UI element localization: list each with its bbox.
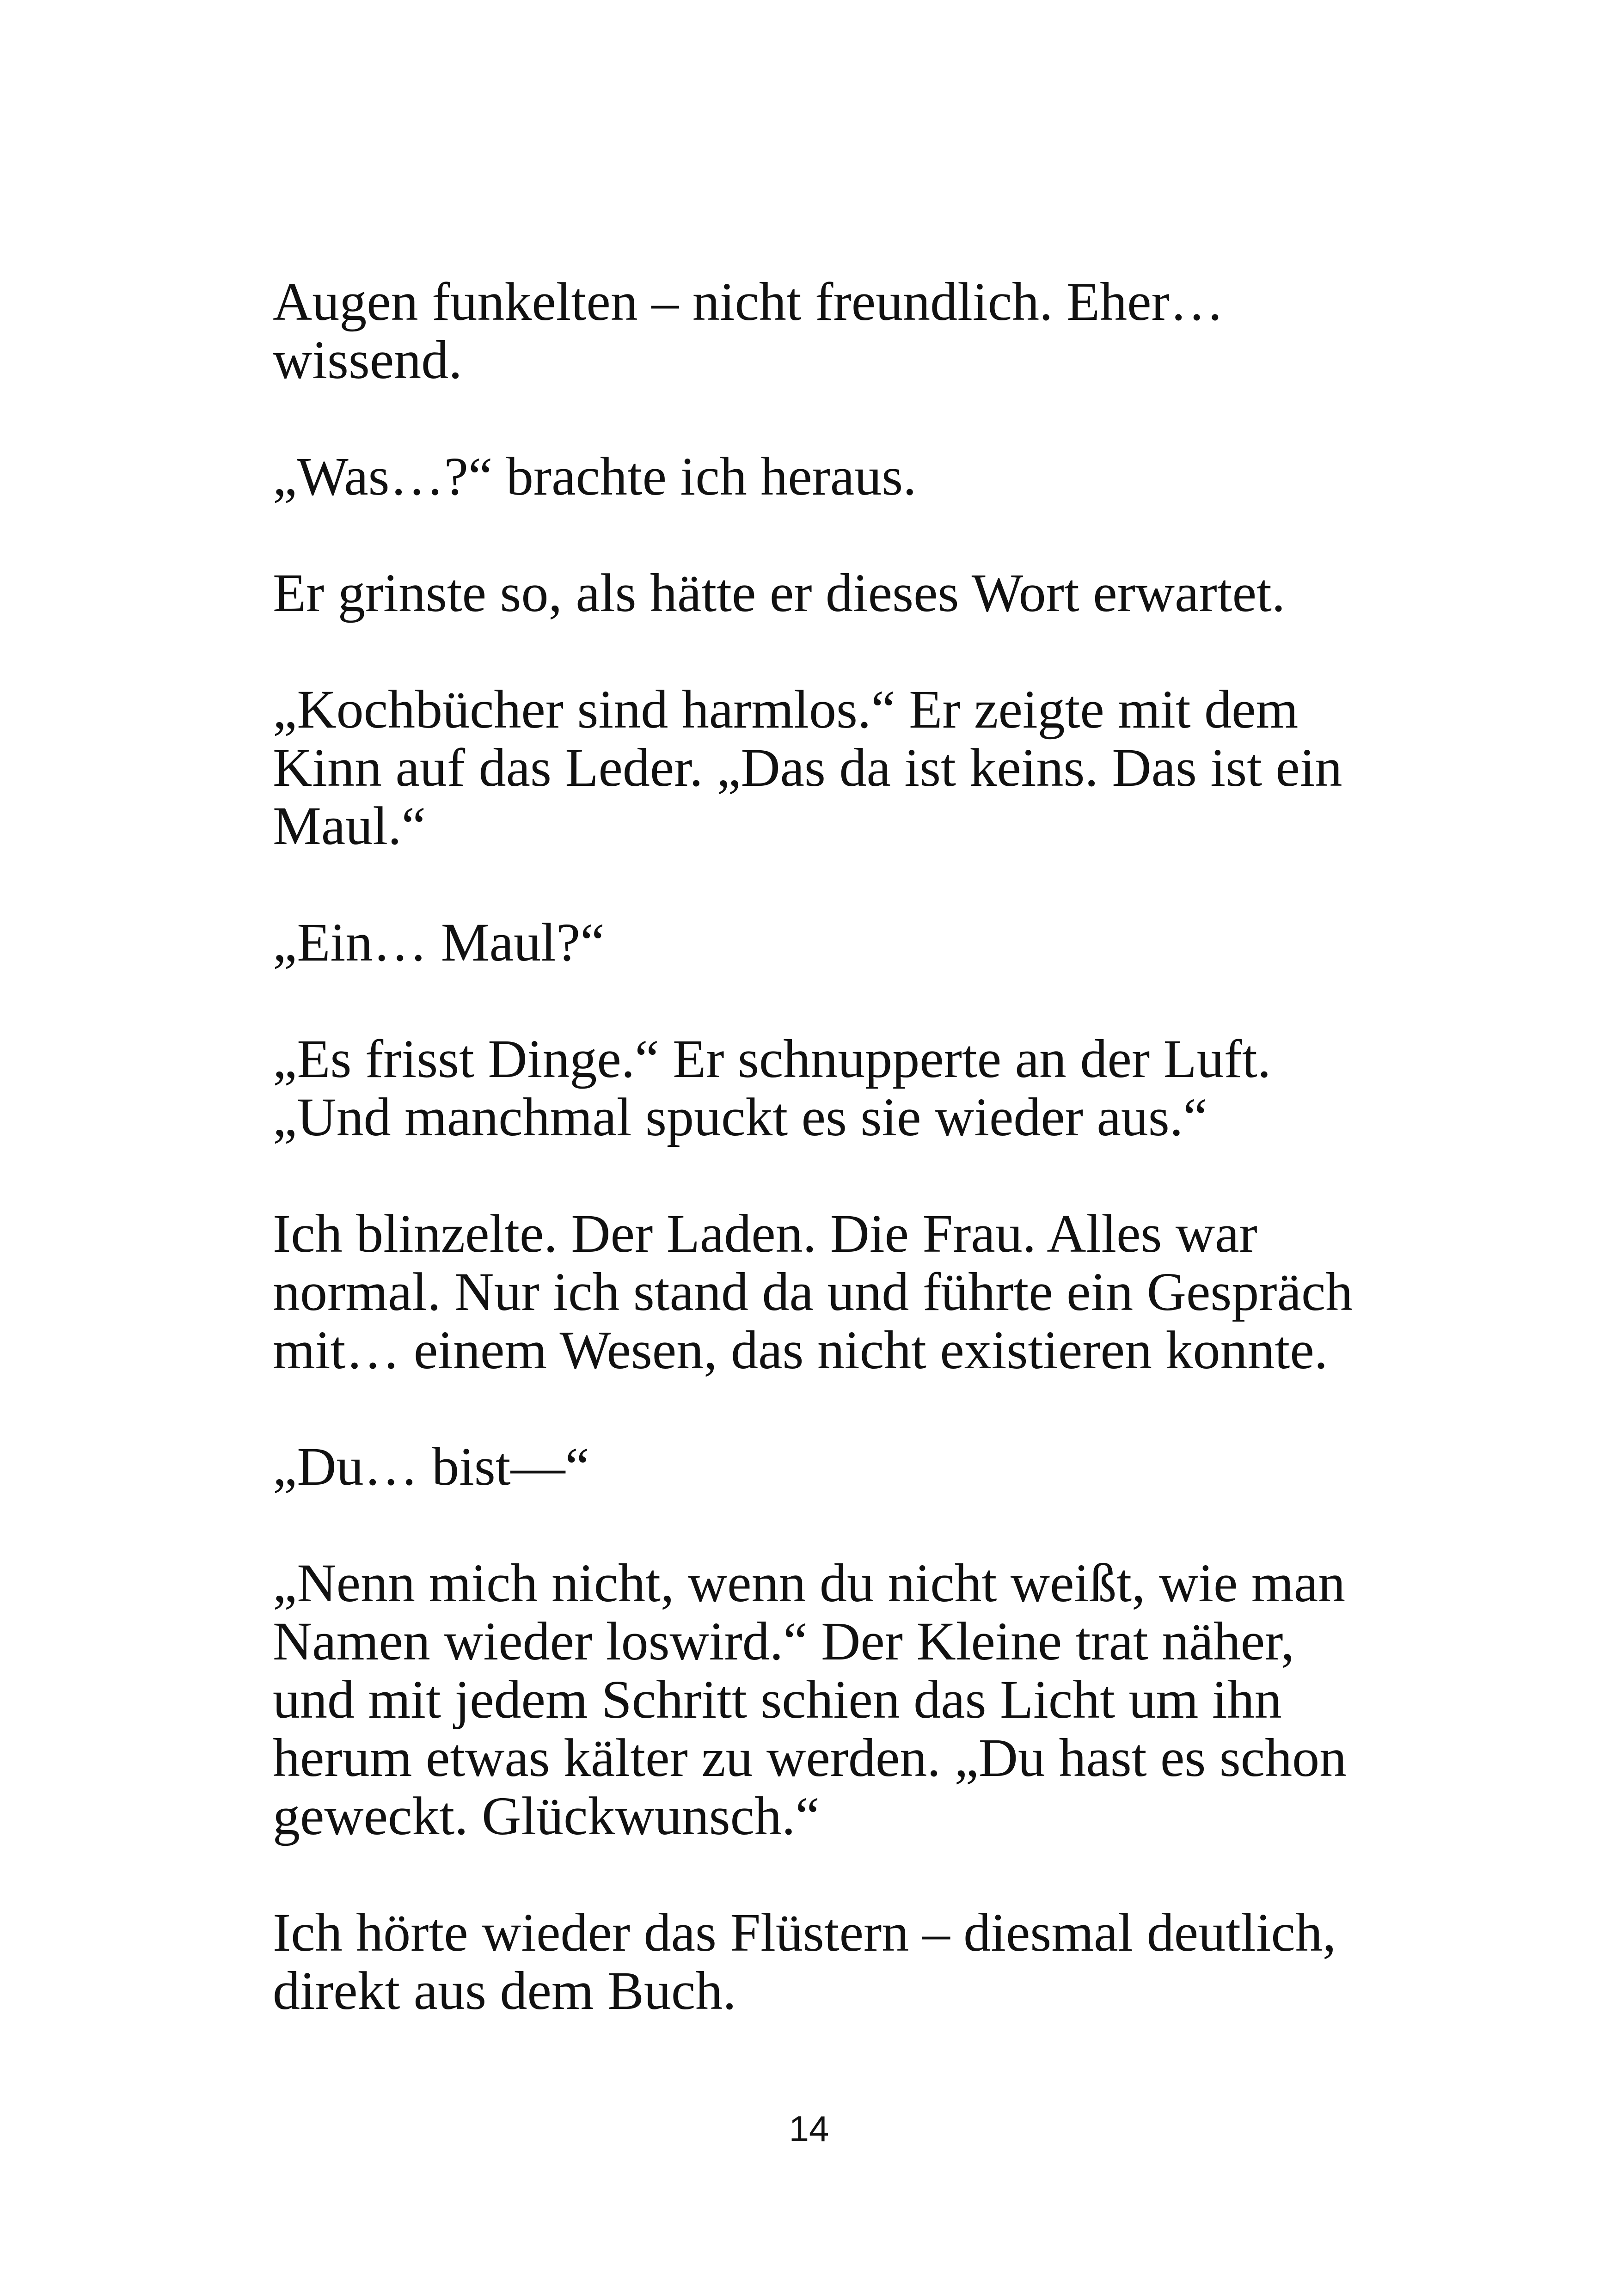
body-text [273, 273, 1373, 2078]
paragraph [273, 447, 1373, 506]
text-line: normal. Nur ich stand da und führte ein Gespräch [273, 1261, 1353, 1322]
text-line: „Es frisst Dinge.“ Er schnupperte an der Luft. [273, 1029, 1271, 1089]
paragraph [273, 1554, 1373, 1845]
paragraph [273, 913, 1373, 972]
text-line: „Was…?“ brachte ich heraus. [273, 446, 917, 507]
paragraph [273, 1205, 1373, 1379]
text-line: direkt aus dem Buch. [273, 1960, 736, 2021]
text-line: mit… einem Wesen, das nicht existieren konnte. [273, 1320, 1328, 1380]
paragraph [273, 680, 1373, 855]
text-line: wissend. [273, 330, 462, 390]
paragraph [273, 564, 1373, 622]
text-line: Maul.“ [273, 796, 426, 856]
text-line: „Du… bist—“ [273, 1436, 589, 1497]
text-line: Augen funkelten – nicht freundlich. Eher… [273, 271, 1224, 332]
text-line: „Nenn mich nicht, wenn du nicht weißt, wie man [273, 1553, 1346, 1613]
text-line: Namen wieder loswird.“ Der Kleine trat näher, [273, 1611, 1295, 1671]
text-line: Ich hörte wieder das Flüstern – diesmal deutlich, [273, 1902, 1336, 1963]
text-line: „Und manchmal spuckt es sie wieder aus.“ [273, 1087, 1207, 1147]
paragraph [273, 1438, 1373, 1496]
text-line: Kinn auf das Leder. „Das da ist keins. Das ist ein [273, 737, 1342, 798]
paragraph [273, 1030, 1373, 1146]
paragraph [273, 1904, 1373, 2020]
text-line: „Ein… Maul?“ [273, 912, 605, 973]
text-line: geweckt. Glückwunsch.“ [273, 1786, 820, 1846]
text-line: Er grinste so, als hätte er dieses Wort erwartet. [273, 563, 1286, 623]
text-line: und mit jedem Schritt schien das Licht um ihn [273, 1669, 1282, 1730]
text-line: „Kochbücher sind harmlos.“ Er zeigte mit dem [273, 679, 1299, 740]
text-line: Ich blinzelte. Der Laden. Die Frau. Alles war [273, 1203, 1257, 1264]
text-line: herum etwas kälter zu werden. „Du hast es schon [273, 1727, 1347, 1788]
page-number: 14 [789, 2108, 829, 2149]
paragraph [273, 273, 1373, 389]
